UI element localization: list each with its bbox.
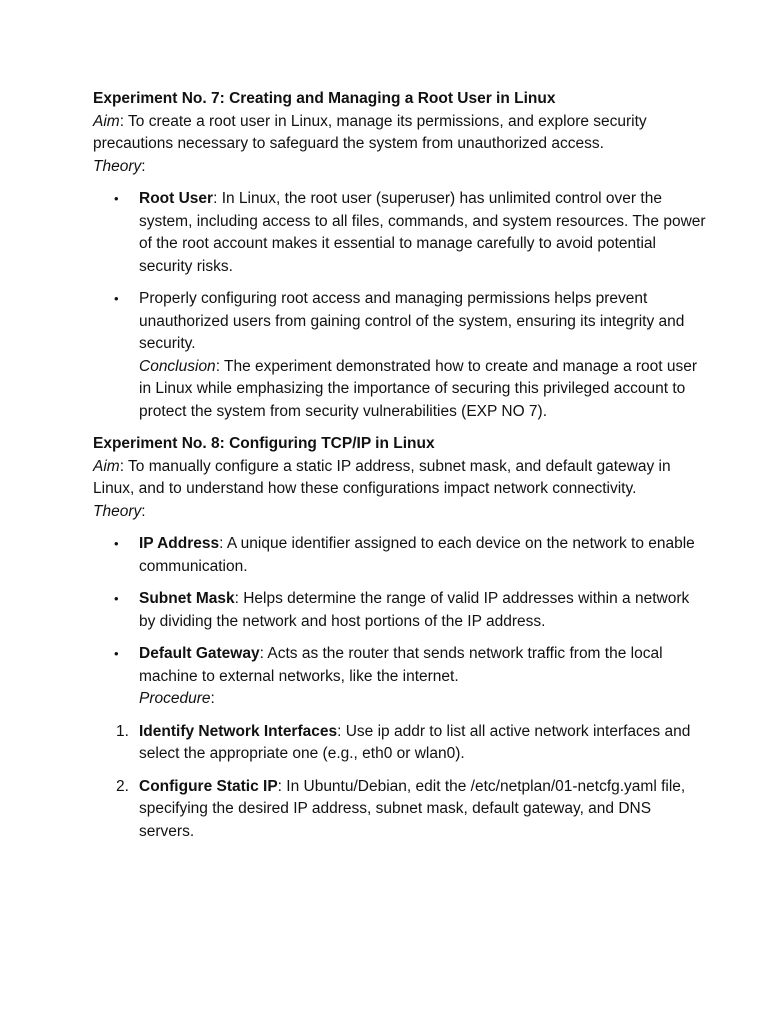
theory-colon: : [141, 502, 146, 520]
aim-label: Aim [93, 112, 120, 130]
list-item [93, 588, 708, 633]
list-item-term: IP Address [139, 535, 220, 552]
experiment-7-title: Experiment No. 7: Creating and Managing a Root User in Linux [93, 90, 556, 107]
experiment-8-theory-list [93, 533, 708, 711]
step-number: 1. [116, 722, 129, 740]
experiment-7-theory [93, 156, 708, 179]
theory-label: Theory [93, 157, 142, 175]
list-item-term: Default Gateway [139, 645, 260, 662]
experiment-7-theory-list [93, 188, 708, 423]
list-item-text: Properly configuring root access and managing permissions helps prevent unauthorized users from gaining control of the system, ensuring its integrity and security. [139, 290, 685, 352]
conclusion-text: : The experiment demonstrated how to create and manage a root user in Linux while emphasizing the importance of securing this privileged account to protect the system from security vulnerabilities (EXP NO 7). [139, 357, 698, 420]
experiment-7-section [93, 88, 708, 423]
step-term: Configure Static IP [139, 777, 278, 795]
conclusion-label: Conclusion [139, 357, 216, 375]
step-term: Identify Network Interfaces [139, 722, 338, 740]
theory-label: Theory [93, 502, 142, 520]
bullet-icon: • [114, 591, 119, 606]
list-item [93, 643, 708, 711]
list-item [93, 288, 708, 423]
step-text: : In Ubuntu/Debian, edit the /etc/netplan/01-netcfg.yaml file, specifying the desired IP address, subnet mask, default gateway, and DNS servers. [139, 777, 686, 840]
experiment-8-title: Experiment No. 8: Configuring TCP/IP in Linux [93, 435, 435, 452]
procedure-label: Procedure [139, 690, 211, 707]
aim-label: Aim [93, 457, 120, 475]
list-item [93, 533, 708, 578]
aim-text: : To create a root user in Linux, manage its permissions, and explore security precautions necessary to safeguard the system from unauthorized access. [93, 112, 647, 152]
conclusion [139, 356, 708, 424]
list-item-term: Subnet Mask [139, 590, 235, 607]
list-item-text: : A unique identifier assigned to each device on the network to enable communication. [139, 535, 695, 575]
experiment-8-theory [93, 501, 708, 524]
experiment-8-section [93, 433, 708, 843]
step-text: : Use ip addr to list all active network interfaces and select the appropriate one (e.g., eth0 or wlan0). [139, 722, 691, 762]
bullet-icon: • [114, 536, 119, 551]
list-item-term: Root User [139, 190, 214, 207]
bullet-icon: • [114, 291, 119, 306]
procedure-steps-list [93, 721, 708, 844]
list-item [93, 188, 708, 278]
list-item [93, 721, 708, 766]
procedure-heading [139, 688, 708, 711]
experiment-8-aim [93, 456, 708, 501]
list-item [93, 776, 708, 844]
list-item-text: : In Linux, the root user (superuser) has unlimited control over the system, including access to all files, commands, and system resources. The power of the root account makes it essential to manage carefully to avoid potential security risks. [139, 190, 706, 275]
list-item-text: : Acts as the router that sends network traffic from the local machine to external networks, like the internet. [139, 645, 663, 685]
aim-text: : To manually configure a static IP address, subnet mask, and default gateway in Linux, and to understand how these configurations impact network connectivity. [93, 457, 671, 497]
procedure-colon: : [210, 690, 215, 707]
theory-colon: : [141, 157, 146, 175]
step-number: 2. [116, 777, 129, 795]
bullet-icon: • [114, 646, 119, 661]
list-item-text: : Helps determine the range of valid IP addresses within a network by dividing the network and host portions of the IP address. [139, 590, 690, 630]
experiment-7-aim [93, 111, 708, 156]
bullet-icon: • [114, 191, 119, 206]
